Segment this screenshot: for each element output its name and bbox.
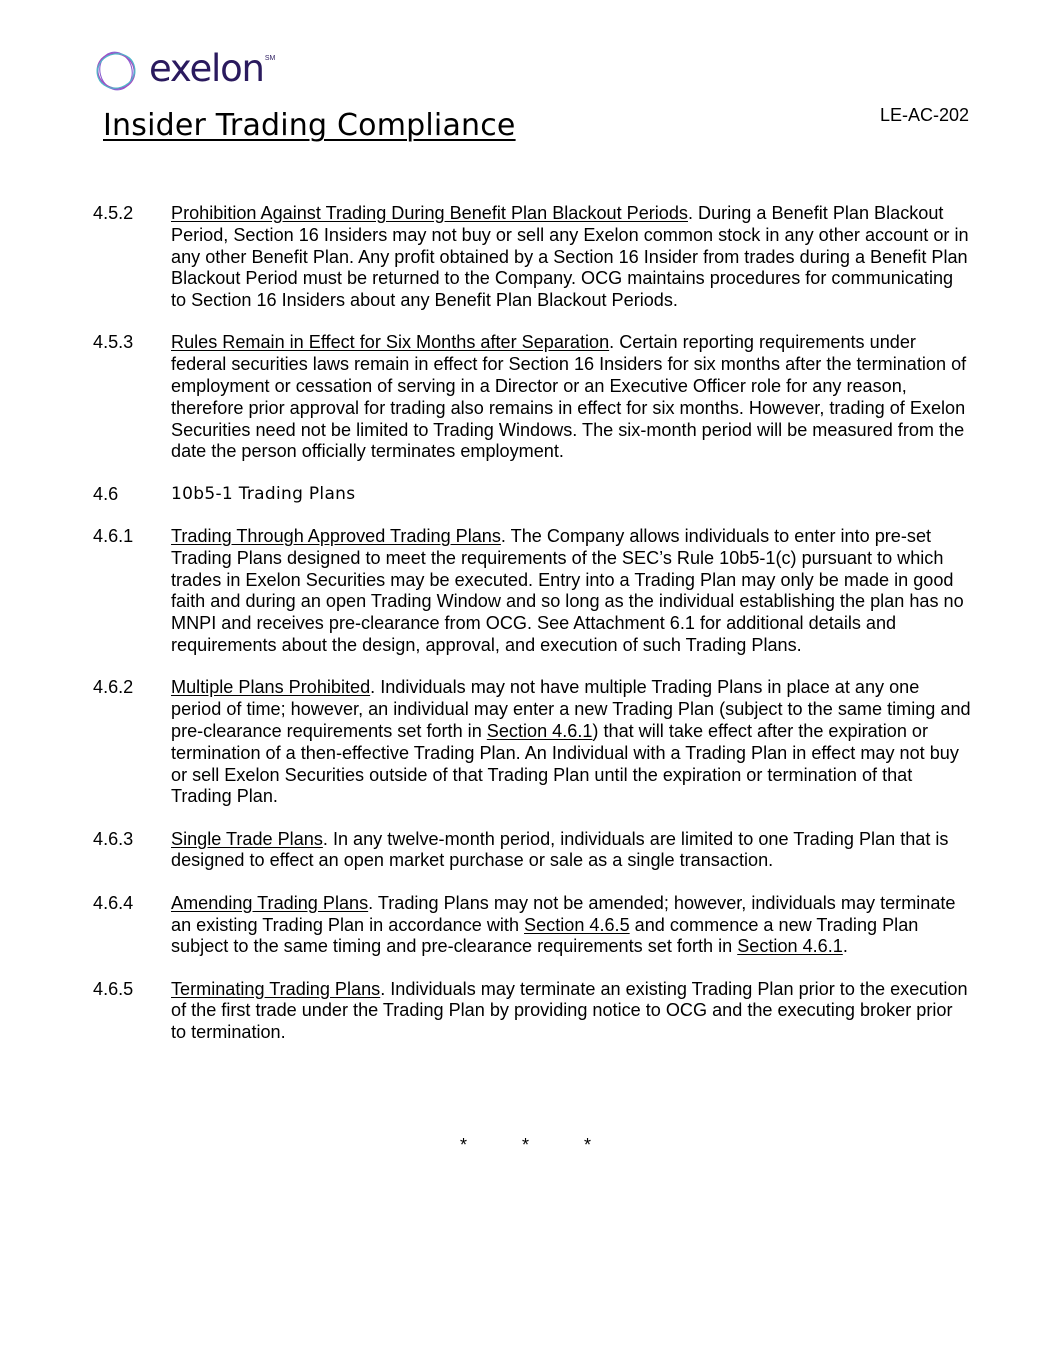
section-heading: Trading Through Approved Trading Plans [171, 526, 501, 547]
section-number: 4.6.5 [93, 978, 134, 999]
section-number: 4.5.3 [93, 332, 134, 353]
exelon-logo-mark-icon [92, 46, 140, 96]
section-body [171, 829, 971, 873]
section-heading: 10b5-1 Trading Plans [171, 483, 356, 504]
section-number: 4.6.3 [93, 828, 134, 849]
section-4-6-3 [93, 829, 973, 873]
section-text: . Individuals may not have multiple Trading Plans in place at any one period of time; however, an individual may enter a new Trading Plan (subject to the same timing and pre-clearance requirements set forth in [171, 677, 971, 741]
section-link-4-6-5[interactable]: Section 4.6.5 [524, 914, 630, 935]
section-link-4-6-1[interactable]: Section 4.6.1 [486, 720, 593, 741]
asterisk: * [460, 1135, 468, 1155]
section-text: . Individuals may terminate an existing Trading Plan prior to the execution of the first trade under the Trading Plan by providing notice to OCG and the executing broker prior to termination. [171, 978, 968, 1043]
logo-wordmark: exelon [149, 46, 264, 90]
section-text: . Trading Plans may not be amended; however, individuals may terminate an existing Trading Plan in accordance with [171, 892, 956, 935]
section-heading: Rules Remain in Effect for Six Months after Separation [171, 332, 610, 353]
section-end-marker [460, 1135, 646, 1156]
section-number: 4.6.1 [93, 526, 134, 547]
section-number: 4.5.2 [93, 203, 134, 223]
section-text: . During a Benefit Plan Blackout Period, Section 16 Insiders may not buy or sell any Exelon common stock in any other account or in any other Benefit Plan. Any profit obtained by a Section 16 Insider from trades during a Benefit Plan Blackout Period must be returned to the Company. OCG maintains procedures for communicating to Section 16 Insiders about any Benefit Plan Blackout Periods. [171, 203, 969, 311]
exelon-logo [92, 45, 275, 97]
logo-service-mark: SM [264, 55, 276, 62]
section-body [171, 893, 971, 958]
document-code: LE-AC-202 [880, 105, 970, 125]
section-heading: Amending Trading Plans [171, 892, 369, 913]
section-text: . The Company allows individuals to enter into pre-set Trading Plans designed to meet the requirements of the SEC’s Rule 10b5-1(c) pursuant to which trades in Exelon Securities may be executed. Entry into a Trading Plan may only be made in good faith and during an open Trading Window and so long as the individual establishing the plan has no MNPI and receives pre-clearance from OCG. See Attachment 6.1 for additional details and requirements about the design, approval, and execution of such Trading Plans. [171, 526, 964, 656]
section-body [171, 332, 971, 463]
section-4-6-2 [93, 677, 973, 808]
section-heading: Multiple Plans Prohibited [171, 677, 371, 698]
section-number: 4.6.2 [93, 677, 134, 698]
section-4-6 [93, 484, 973, 506]
section-4-5-2 [93, 203, 973, 312]
section-number: 4.6 [93, 483, 119, 504]
section-text: . Certain reporting requirements under federal securities laws remain in effect for Section 16 Insiders for six months after the termination of employment or cessation of serving in a Director or an Executive Officer role for any reason, therefore prior approval for trading also remains in effect for six months. However, trading of Exelon Securities need not be limited to Trading Windows. The six-month period will be measured from the date the person officially terminates employment. [171, 332, 967, 462]
section-text: and commence a new Trading Plan subject to the same timing and pre-clearance requirements set forth in [171, 914, 919, 957]
section-body [171, 203, 971, 312]
asterisk: * [522, 1135, 530, 1155]
section-body [171, 677, 971, 808]
section-4-6-1 [93, 526, 973, 657]
section-4-6-5 [93, 979, 973, 1044]
section-text: . [842, 936, 848, 957]
section-text: . In any twelve-month period, individuals are limited to one Trading Plan that is designed to effect an open market purchase or sale as a single transaction. [171, 828, 949, 871]
document-title: Insider Trading Compliance [103, 108, 516, 143]
section-body [171, 526, 971, 657]
asterisk: * [584, 1135, 592, 1155]
section-heading: Single Trade Plans [171, 828, 323, 849]
section-number: 4.6.4 [93, 892, 134, 913]
section-heading: Prohibition Against Trading During Benefit Plan Blackout Periods [171, 203, 688, 223]
section-body [171, 979, 971, 1044]
section-4-6-4 [93, 893, 973, 958]
section-text: ) that will take effect after the expiration or termination of a then-effective Trading Plan. An Individual with a Trading Plan in effect may not buy or sell Exelon Securities outside of that Trading Plan until the expiration or termination of that Trading Plan. [171, 720, 959, 807]
section-heading: Terminating Trading Plans [171, 978, 381, 999]
section-4-5-3 [93, 332, 973, 463]
section-link-4-6-1[interactable]: Section 4.6.1 [737, 936, 843, 957]
document-body [93, 203, 973, 1065]
